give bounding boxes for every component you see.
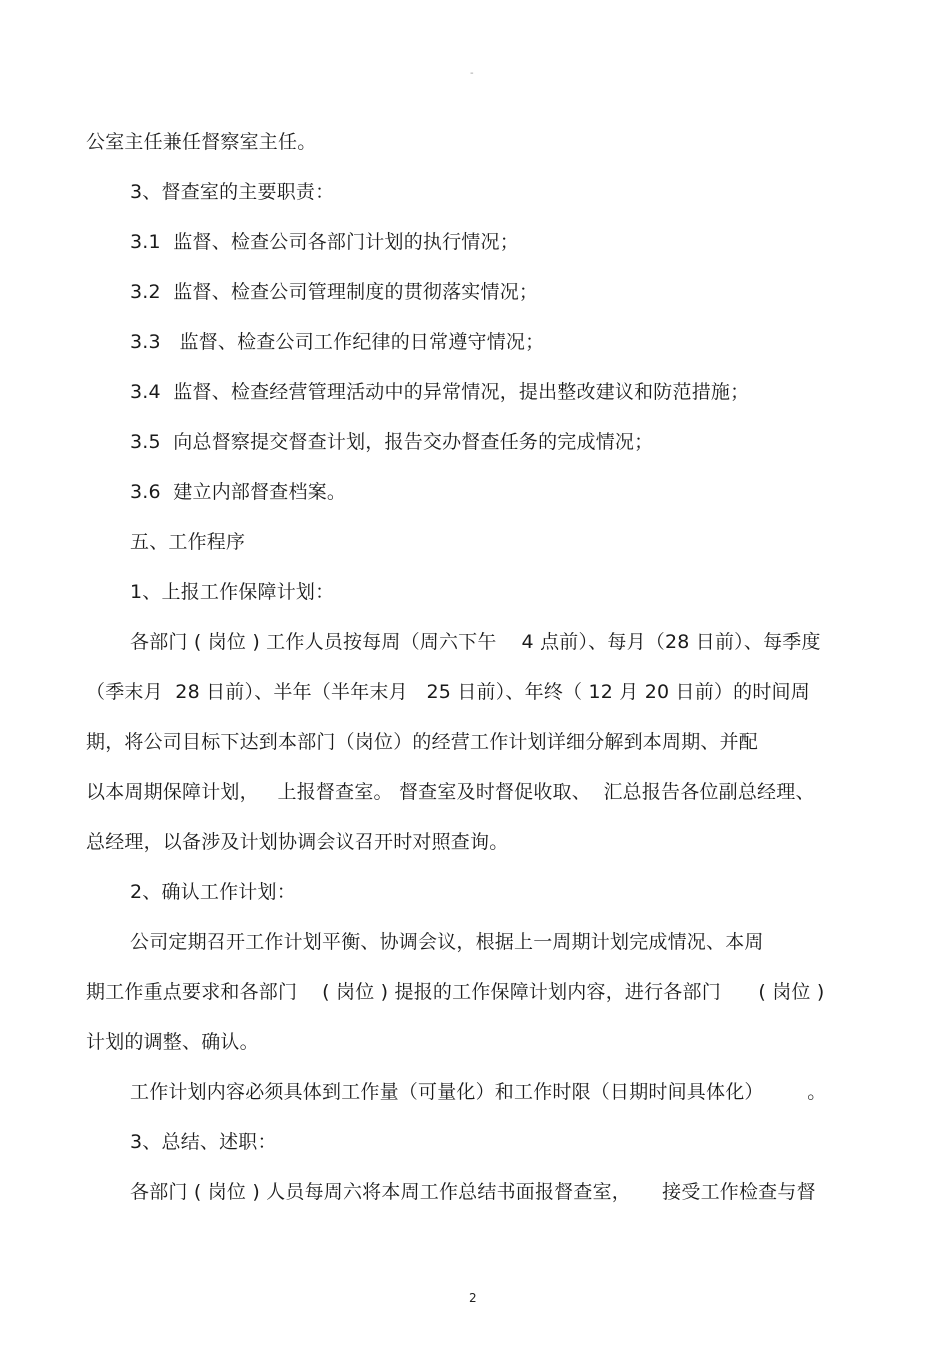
section-heading: 2、确认工作计划： — [130, 881, 296, 903]
list-item: 3.2 监督、检查公司管理制度的贯彻落实情况； — [130, 281, 539, 303]
section-heading: 3、总结、述职： — [130, 1131, 277, 1153]
list-item: 3.6 建立内部督查档案。 — [130, 481, 347, 503]
list-item: 3.4 监督、检查经营管理活动中的异常情况，提出整改建议和防范措施； — [130, 381, 750, 403]
section-heading: 3、督查室的主要职责： — [130, 181, 335, 203]
paragraph-line: 期工作重点要求和各部门 ( 岗位 ) 提报的工作保障计划内容，进行各部门 ( 岗位 ) — [86, 981, 825, 1003]
list-item: 3.1 监督、检查公司各部门计划的执行情况； — [130, 231, 519, 253]
paragraph-line: 工作计划内容必须具体到工作量（可量化）和工作时限（日期时间具体化） 。 — [130, 1081, 827, 1103]
list-item: 3.3 监督、检查公司工作纪律的日常遵守情况； — [130, 331, 545, 353]
paragraph-line: （季末月 28 日前）、半年（半年末月 25 日前）、年终（ 12 月 20 日前）的时间周 — [86, 681, 810, 703]
paragraph-line: 各部门 ( 岗位 ) 人员每周六将本周工作总结书面报督查室， 接受工作检查与督 — [130, 1181, 816, 1203]
header-mark: - — [470, 68, 474, 79]
section-heading: 1、上报工作保障计划： — [130, 581, 335, 603]
paragraph-line: 总经理，以备涉及计划协调会议召开时对照查询。 — [86, 831, 509, 853]
list-item: 3.5 向总督察提交督查计划，报告交办督查任务的完成情况； — [130, 431, 654, 453]
paragraph-line: 公司定期召开工作计划平衡、协调会议，根据上一周期计划完成情况、本周 — [130, 931, 764, 953]
paragraph-line: 以本周期保障计划， 上报督查室。 督查室及时督促收取、 汇总报告各位副总经理、 — [86, 781, 815, 803]
chapter-heading: 五、工作程序 — [130, 531, 246, 553]
paragraph-line: 计划的调整、确认。 — [86, 1031, 259, 1053]
text-line: 公室主任兼任督察室主任。 — [86, 131, 317, 153]
paragraph-line: 期，将公司目标下达到本部门（岗位）的经营工作计划详细分解到本周期、并配 — [86, 731, 759, 753]
paragraph-line: 各部门 ( 岗位 ) 工作人员按每周（周六下午 4 点前）、每月（28 日前）、每季度 — [130, 631, 821, 653]
page-number: 2 — [469, 1291, 477, 1305]
